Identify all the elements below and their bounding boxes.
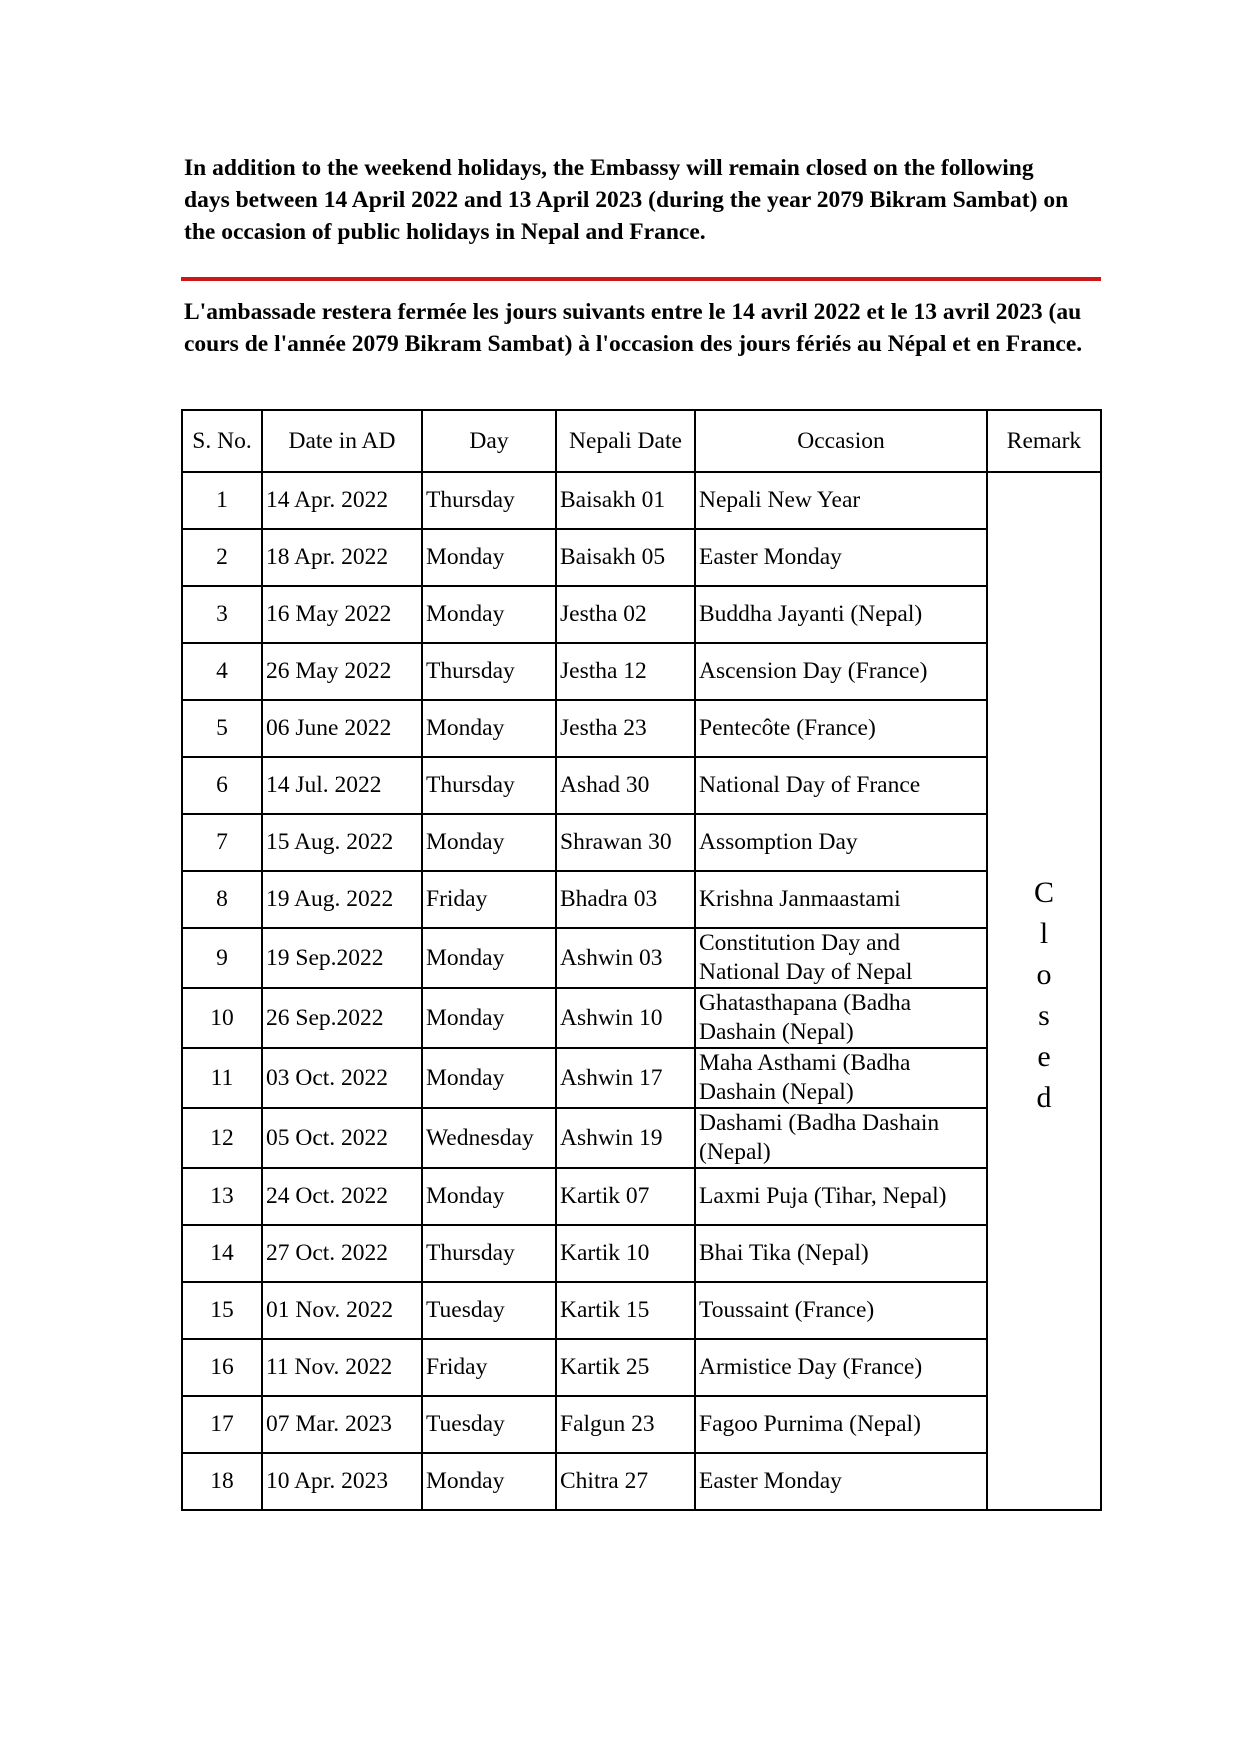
table-cell-sno: 2 [182,529,262,586]
table-cell-nepali-date: Ashwin 19 [556,1108,695,1168]
table-cell-day: Monday [422,529,556,586]
table-cell-sno: 11 [182,1048,262,1108]
table-cell-occasion: Constitution Day and National Day of Nepal [695,928,987,988]
table-cell-sno: 10 [182,988,262,1048]
remark-closed-text [1034,872,1054,1118]
table-cell-date-ad: 03 Oct. 2022 [262,1048,422,1108]
table-row [182,1108,1101,1168]
table-cell-day: Friday [422,871,556,928]
table-row [182,1339,1101,1396]
table-cell-nepali-date: Ashad 30 [556,757,695,814]
table-cell-occasion: Easter Monday [695,1453,987,1510]
table-cell-date-ad: 18 Apr. 2022 [262,529,422,586]
table-cell-date-ad: 14 Jul. 2022 [262,757,422,814]
table-row [182,1225,1101,1282]
table-cell-day: Monday [422,928,556,988]
table-row [182,871,1101,928]
table-cell-day: Tuesday [422,1282,556,1339]
holiday-table [181,409,1102,1511]
table-row [182,814,1101,871]
table-row [182,586,1101,643]
table-cell-nepali-date: Shrawan 30 [556,814,695,871]
header-day: Day [422,410,556,472]
table-row [182,529,1101,586]
table-cell-sno: 4 [182,643,262,700]
table-cell-date-ad: 11 Nov. 2022 [262,1339,422,1396]
table-cell-nepali-date: Jestha 12 [556,643,695,700]
table-cell-nepali-date: Kartik 07 [556,1168,695,1225]
table-cell-nepali-date: Ashwin 03 [556,928,695,988]
header-sno: S. No. [182,410,262,472]
table-cell-nepali-date: Kartik 10 [556,1225,695,1282]
table-cell-sno: 3 [182,586,262,643]
table-cell-date-ad: 26 Sep.2022 [262,988,422,1048]
table-cell-day: Monday [422,1453,556,1510]
remark-letter: C [1033,876,1054,909]
table-cell-day: Monday [422,988,556,1048]
table-cell-nepali-date: Bhadra 03 [556,871,695,928]
table-cell-date-ad: 10 Apr. 2023 [262,1453,422,1510]
table-cell-sno: 15 [182,1282,262,1339]
table-cell-day: Monday [422,1048,556,1108]
table-row [182,643,1101,700]
table-cell-occasion: Armistice Day (France) [695,1339,987,1396]
table-cell-day: Monday [422,700,556,757]
header-nepali-date: Nepali Date [556,410,695,472]
table-cell-date-ad: 05 Oct. 2022 [262,1108,422,1168]
remark-letter: s [1038,999,1050,1032]
table-header-row [182,410,1101,472]
table-cell-occasion: Dashami (Badha Dashain (Nepal) [695,1108,987,1168]
table-cell-remark [987,472,1101,1510]
table-cell-date-ad: 15 Aug. 2022 [262,814,422,871]
table-row [182,1282,1101,1339]
table-cell-date-ad: 24 Oct. 2022 [262,1168,422,1225]
intro-french: L'ambassade restera fermée les jours suivants entre le 14 avril 2022 et le 13 avril 2023 (au cours de l'année 2079 Bikram Sambat) à l'occasion des jours fériés au Népal et en France. [184,299,1083,357]
table-cell-nepali-date: Baisakh 01 [556,472,695,529]
table-cell-nepali-date: Ashwin 17 [556,1048,695,1108]
table-row [182,1396,1101,1453]
red-divider [181,277,1101,281]
remark-letter: d [1036,1081,1052,1114]
table-cell-day: Tuesday [422,1396,556,1453]
table-cell-occasion: Laxmi Puja (Tihar, Nepal) [695,1168,987,1225]
table-cell-occasion: Maha Asthami (Badha Dashain (Nepal) [695,1048,987,1108]
table-cell-date-ad: 16 May 2022 [262,586,422,643]
table-cell-nepali-date: Ashwin 10 [556,988,695,1048]
table-cell-date-ad: 14 Apr. 2022 [262,472,422,529]
table-row [182,1048,1101,1108]
table-cell-sno: 5 [182,700,262,757]
table-cell-occasion: Nepali New Year [695,472,987,529]
table-cell-date-ad: 19 Sep.2022 [262,928,422,988]
table-cell-occasion: Assomption Day [695,814,987,871]
table-cell-sno: 6 [182,757,262,814]
header-date-ad: Date in AD [262,410,422,472]
table-cell-occasion: Toussaint (France) [695,1282,987,1339]
table-row [182,1168,1101,1225]
table-cell-occasion: Ascension Day (France) [695,643,987,700]
remark-letter: l [1039,917,1049,950]
table-cell-nepali-date: Kartik 25 [556,1339,695,1396]
intro-english: In addition to the weekend holidays, the Embassy will remain closed on the following days between 14 April 2022 and 13 April 2023 (during the year 2079 Bikram Sambat) on the occasion of public holidays in Nepal and France. [184,155,1069,245]
table-cell-day: Monday [422,814,556,871]
table-row [182,757,1101,814]
table-cell-day: Thursday [422,757,556,814]
table-cell-nepali-date: Chitra 27 [556,1453,695,1510]
header-occasion: Occasion [695,410,987,472]
table-cell-occasion: Bhai Tika (Nepal) [695,1225,987,1282]
table-cell-date-ad: 27 Oct. 2022 [262,1225,422,1282]
table-cell-date-ad: 06 June 2022 [262,700,422,757]
table-cell-sno: 13 [182,1168,262,1225]
table-cell-day: Monday [422,1168,556,1225]
table-cell-day: Thursday [422,472,556,529]
table-cell-day: Friday [422,1339,556,1396]
table-cell-sno: 14 [182,1225,262,1282]
table-cell-sno: 1 [182,472,262,529]
table-cell-day: Thursday [422,643,556,700]
table-cell-sno: 16 [182,1339,262,1396]
table-cell-occasion: Fagoo Purnima (Nepal) [695,1396,987,1453]
table-cell-date-ad: 01 Nov. 2022 [262,1282,422,1339]
table-cell-occasion: Ghatasthapana (Badha Dashain (Nepal) [695,988,987,1048]
table-cell-nepali-date: Falgun 23 [556,1396,695,1453]
table-cell-occasion: Krishna Janmaastami [695,871,987,928]
table-cell-sno: 12 [182,1108,262,1168]
remark-letter: e [1037,1040,1051,1073]
table-cell-day: Thursday [422,1225,556,1282]
table-row [182,472,1101,529]
table-cell-nepali-date: Kartik 15 [556,1282,695,1339]
table-cell-nepali-date: Baisakh 05 [556,529,695,586]
table-cell-sno: 18 [182,1453,262,1510]
table-row [182,1453,1101,1510]
header-remark: Remark [987,410,1101,472]
table-cell-day: Monday [422,586,556,643]
table-row [182,928,1101,988]
remark-letter: o [1036,958,1052,991]
table-body [182,472,1101,1510]
table-cell-occasion: Pentecôte (France) [695,700,987,757]
table-cell-day: Wednesday [422,1108,556,1168]
table-cell-sno: 7 [182,814,262,871]
table-row [182,700,1101,757]
table-cell-sno: 17 [182,1396,262,1453]
table-cell-nepali-date: Jestha 23 [556,700,695,757]
table-cell-date-ad: 19 Aug. 2022 [262,871,422,928]
table-row [182,988,1101,1048]
table-cell-date-ad: 26 May 2022 [262,643,422,700]
table-cell-nepali-date: Jestha 02 [556,586,695,643]
table-cell-occasion: National Day of France [695,757,987,814]
table-cell-occasion: Easter Monday [695,529,987,586]
table-cell-sno: 8 [182,871,262,928]
table-cell-sno: 9 [182,928,262,988]
table-cell-occasion: Buddha Jayanti (Nepal) [695,586,987,643]
table-cell-date-ad: 07 Mar. 2023 [262,1396,422,1453]
